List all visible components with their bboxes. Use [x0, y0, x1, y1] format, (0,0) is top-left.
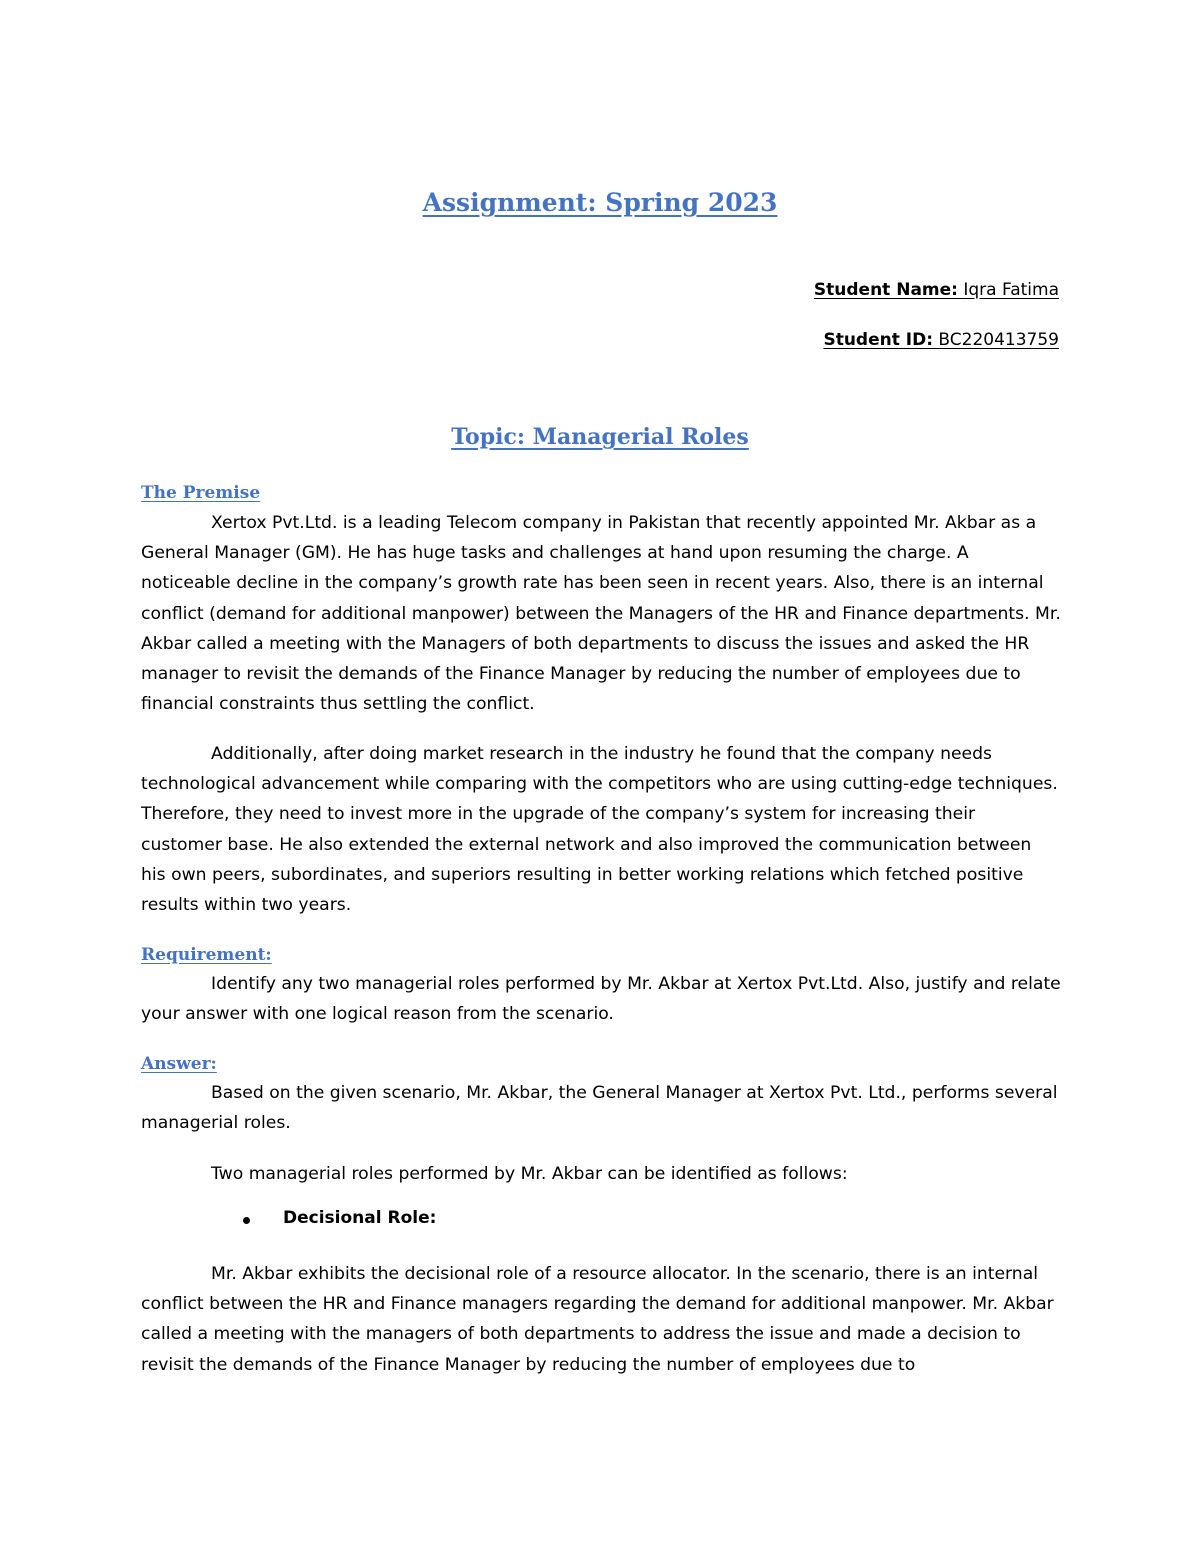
premise-paragraph-2: Additionally, after doing market research in the industry he found that the company needs technological advancement while comparing with the competitors who are using cutting-edge techniques. Therefore, they need to invest more in the upgrade of the company’s system for increasing their customer base. He also extended the external network and also improved the communication between his own peers, subordinates, and superiors resulting in better working relations which fetched positive results within two years.	[141, 744, 1058, 916]
requirement-paragraph: Identify any two managerial roles performed by Mr. Akbar at Xertox Pvt.Ltd. Also, justify and relate your answer with one logical reason from the scenario.	[141, 974, 1061, 1025]
student-name-label: Student Name:	[813, 280, 958, 300]
student-name-line	[814, 280, 1059, 300]
premise-heading: The Premise	[141, 483, 261, 503]
student-id-line	[823, 330, 1059, 350]
topic-heading: Topic: Managerial Roles	[451, 424, 749, 450]
answer-heading: Answer:	[141, 1054, 217, 1074]
document-title: Assignment: Spring 2023	[422, 188, 778, 217]
bullet-dot-icon	[243, 1217, 250, 1224]
student-id-value: BC220413759	[938, 330, 1059, 350]
decisional-role-paragraph: Mr. Akbar exhibits the decisional role of a resource allocator. In the scenario, there is an internal conflict between the HR and Finance managers regarding the demand for additional manpower. Mr. Akbar called a meeting with the managers of both departments to address the issue and made a decision to revisit the demands of the Finance Manager by reducing the number of employees due to	[141, 1264, 1054, 1375]
student-id-label: Student ID:	[823, 330, 934, 350]
bullet-item	[243, 1208, 436, 1228]
bullet-text: Decisional Role:	[283, 1208, 437, 1228]
answer-paragraph-2: Two managerial roles performed by Mr. Akbar can be identified as follows:	[211, 1164, 848, 1184]
premise-paragraph-1: Xertox Pvt.Ltd. is a leading Telecom company in Pakistan that recently appointed Mr. Akbar as a General Manager (GM). He has huge tasks and challenges at hand upon resuming the charge. A noticeable decline in the company’s growth rate has been seen in recent years. Also, there is an internal conflict (demand for additional manpower) between the Managers of the HR and Finance departments. Mr. Akbar called a meeting with the Managers of both departments to discuss the issues and asked the HR manager to revisit the demands of the Finance Manager by reducing the number of employees due to financial constraints thus settling the conflict.	[141, 513, 1061, 715]
student-name-value: Iqra Fatima	[963, 280, 1059, 300]
answer-paragraph-1: Based on the given scenario, Mr. Akbar, the General Manager at Xertox Pvt. Ltd., performs several managerial roles.	[141, 1083, 1058, 1134]
requirement-heading: Requirement:	[141, 945, 272, 965]
